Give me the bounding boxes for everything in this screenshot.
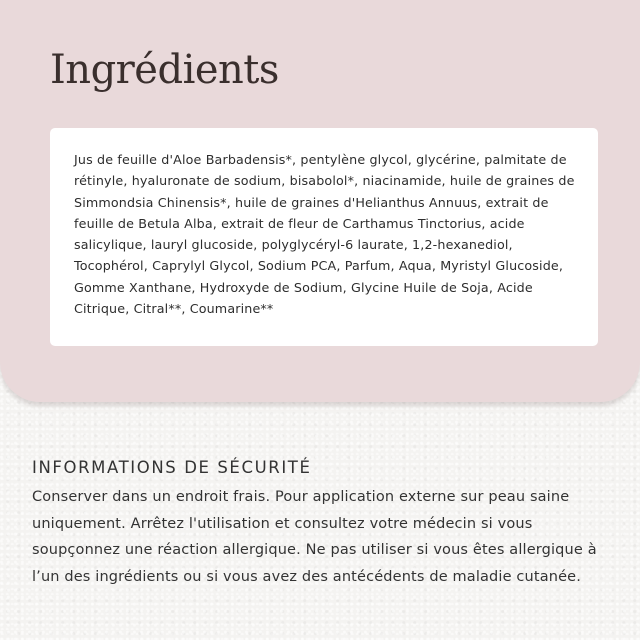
safety-title: INFORMATIONS DE SÉCURITÉ (32, 458, 312, 477)
safety-text: Conserver dans un endroit frais. Pour application externe sur peau saine uniquement. Arrêtez l'utilisation et consultez votre médecin si vous soupçonnez une réaction allergique. Ne pas utiliser si vous êtes allergique à l’un des ingrédients ou si vous avez des antécédents de maladie cutanée. (32, 489, 597, 585)
ingredients-list: Jus de feuille d'Aloe Barbadensis*, pentylène glycol, glycérine, palmitate de rétinyle, hyaluronate de sodium, bisabolol*, niacinamide, huile de graines de Simmondsia Chinensis*, huile de graines d'Helianthus Annuus, extrait de feuille de Betula Alba, extrait de fleur de Carthamus Tinctorius, acide salicylique, lauryl glucoside, polyglycéryl-6 laurate, 1,2-hexanediol, Tocophérol, Caprylyl Glycol, Sodium PCA, Parfum, Aqua, Myristyl Glucoside, Gomme Xanthane, Hydroxyde de Sodium, Glycine Huile de Soja, Acide Citrique, Citral**, Coumarine** (74, 152, 575, 317)
ingredients-card (50, 128, 598, 346)
ingredients-title: Ingrédients (50, 47, 279, 93)
safety-section (32, 456, 622, 590)
